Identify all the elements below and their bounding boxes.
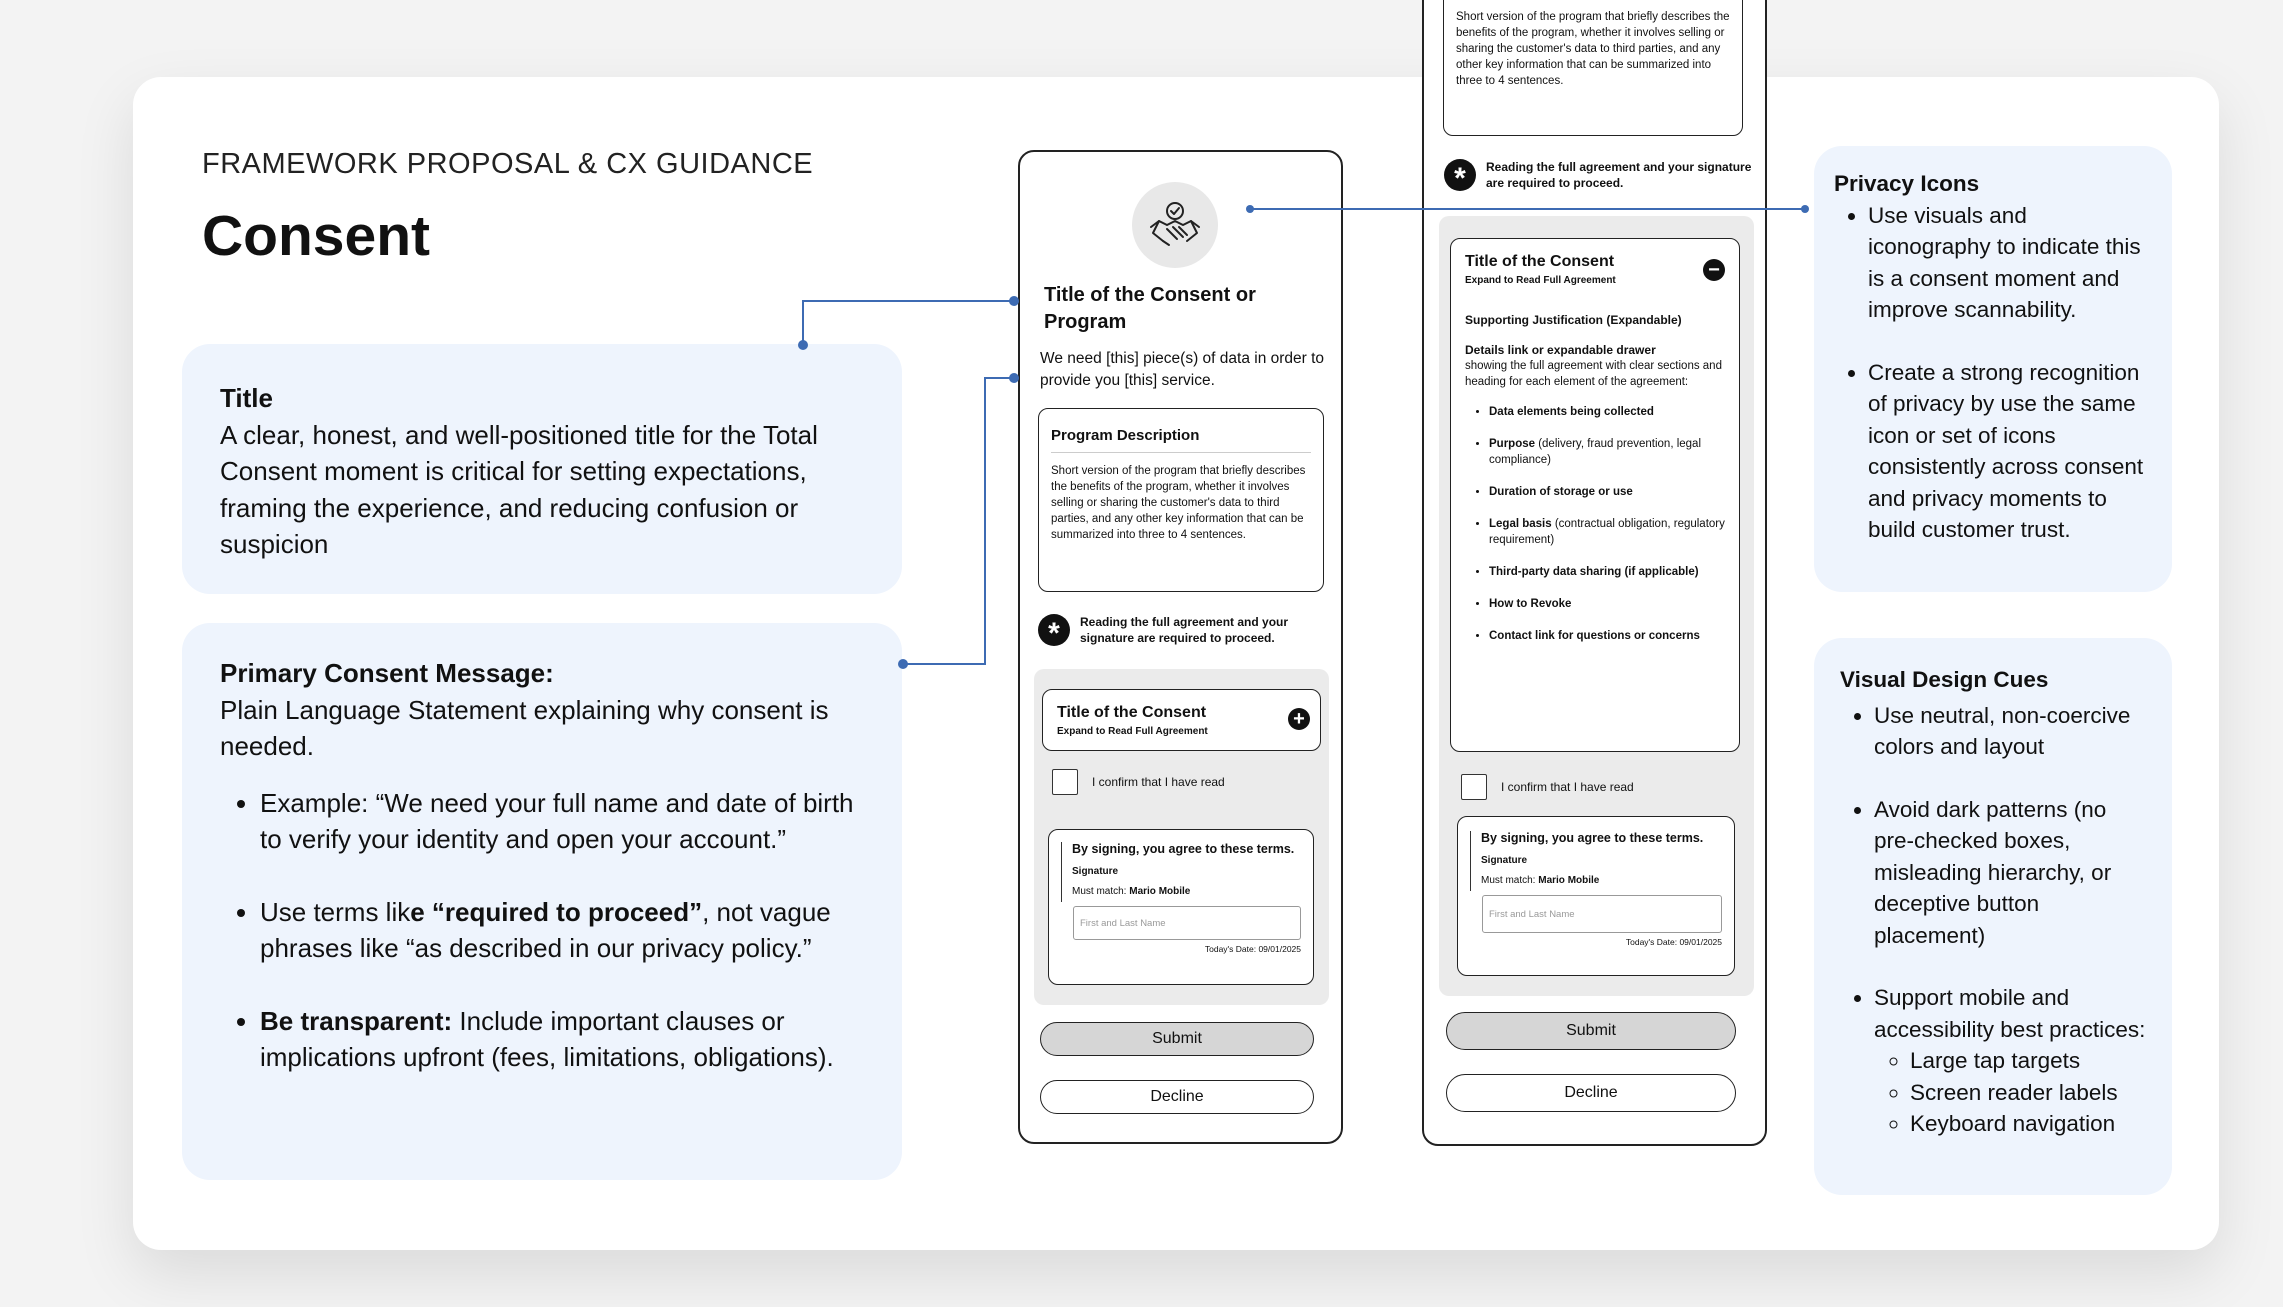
visual-note-item: • Support mobile and accessibility best practices: ◦ Large tap targets ◦ Screen reader labels ◦ Keyboard navigation: [1874, 982, 2146, 1140]
decline-button[interactable]: Decline: [1446, 1074, 1736, 1112]
details-body: showing the full agreement with clear sections and heading for each element of the agreement:: [1465, 360, 1722, 388]
primary-note-transparent: • Be transparent: Include important clauses or implications upfront (fees, limitations, obligations).: [260, 1003, 864, 1076]
details-heading: Details link or expandable drawer: [1465, 343, 1656, 357]
program-description-title: Program Description: [1051, 427, 1200, 444]
privacy-note-item: • Create a strong recognition of privacy by use the same icon or set of icons consistently across consent and privacy moments to build customer trust.: [1868, 357, 2152, 546]
message-connector: [903, 378, 1014, 664]
decline-button[interactable]: Decline: [1040, 1080, 1314, 1114]
consent-message: We need [this] piece(s) of data in order to provide you [this] service.: [1040, 350, 1325, 389]
title-note-heading: Title: [220, 383, 273, 413]
agreement-item: • Duration of storage or use: [1489, 484, 1725, 500]
agreement-item: • Data elements being collected: [1489, 404, 1725, 420]
justification-heading: Supporting Justification (Expandable): [1465, 313, 1682, 327]
todays-date: Today's Date: 09/01/2025: [1204, 944, 1301, 954]
agreement-item: • How to Revoke: [1489, 596, 1725, 612]
visual-note-heading: Visual Design Cues: [1840, 667, 2049, 692]
signature-terms: By signing, you agree to these terms.: [1481, 831, 1704, 845]
connector-dot: [798, 340, 808, 350]
eyebrow-label: FRAMEWORK PROPOSAL & CX GUIDANCE: [202, 148, 814, 180]
visual-note-item: • Avoid dark patterns (no pre-checked boxes, misleading hierarchy, or deceptive button placement): [1874, 794, 2146, 952]
visual-note-subitem: ◦ Large tap targets: [1910, 1045, 2146, 1077]
consent-accordion-subtitle: Expand to Read Full Agreement: [1057, 726, 1208, 737]
privacy-note-heading: Privacy Icons: [1834, 171, 1980, 196]
signature-input[interactable]: First and Last Name: [1482, 895, 1722, 933]
primary-note-example: • Example: “We need your full name and date of birth to verify your identity and open your account.”: [260, 785, 864, 858]
signature-label: Signature: [1072, 866, 1119, 877]
title-connector: [803, 301, 1014, 345]
privacy-note-item: • Use visuals and iconography to indicate this is a consent moment and improve scannability.: [1868, 200, 2152, 326]
must-match: Must match: Mario Mobile: [1072, 886, 1191, 897]
primary-note-terms: • Use terms like “required to proceed”, not vague phrases like “as described in our privacy policy.”: [260, 894, 864, 967]
confirm-label: I confirm that I have read: [1501, 780, 1634, 794]
agreement-item: • Purpose (delivery, fraud prevention, legal compliance): [1489, 436, 1725, 468]
consent-accordion-title: Title of the Consent: [1465, 253, 1615, 270]
asterisk-icon: *: [1444, 159, 1476, 191]
page-title: Consent: [202, 204, 430, 268]
connector-dot: [1246, 205, 1254, 213]
connector-dot: [898, 659, 908, 669]
connector-dot: [1801, 205, 1809, 213]
consent-accordion-title: Title of the Consent: [1057, 704, 1207, 721]
consent-accordion-subtitle: Expand to Read Full Agreement: [1465, 275, 1616, 286]
required-notice-text: Reading the full agreement and your signature are required to proceed.: [1080, 615, 1289, 645]
asterisk-icon: *: [1038, 614, 1070, 646]
expand-plus-icon[interactable]: +: [1288, 708, 1310, 730]
program-description-body: Short version of the program that briefly describes the benefits of the program, whether it involves selling or sharing the customer's data to third parties, and any other key information that can be summarized into three to 4 sentences.: [1456, 11, 1730, 87]
primary-note-body: Plain Language Statement explaining why consent is needed.: [220, 694, 829, 761]
signature-label: Signature: [1481, 855, 1528, 866]
signature-input[interactable]: First and Last Name: [1073, 906, 1301, 940]
visual-note-item: • Use neutral, non-coercive colors and layout: [1874, 700, 2146, 763]
agreement-item: • Legal basis (contractual obligation, regulatory requirement): [1489, 516, 1725, 548]
title-note-body: A clear, honest, and well-positioned title for the Total Consent moment is critical for setting expectations, framing the experience, and reducing confusion or suspicion: [220, 419, 818, 559]
visual-note-subitem: ◦ Screen reader labels: [1910, 1077, 2146, 1109]
agreement-item: • Contact link for questions or concerns: [1489, 628, 1725, 644]
agreement-item: • Third-party data sharing (if applicable): [1489, 564, 1725, 580]
visual-note-subitem: ◦ Keyboard navigation: [1910, 1108, 2146, 1140]
todays-date: Today's Date: 09/01/2025: [1625, 937, 1722, 947]
collapse-minus-icon[interactable]: −: [1703, 259, 1725, 281]
submit-button[interactable]: Submit: [1040, 1022, 1314, 1056]
must-match: Must match: Mario Mobile: [1481, 875, 1600, 886]
signature-terms: By signing, you agree to these terms.: [1072, 842, 1295, 856]
required-notice-text: Reading the full agreement and your signature are required to proceed.: [1486, 160, 1752, 190]
confirm-label: I confirm that I have read: [1092, 775, 1225, 789]
connector-dot: [1009, 373, 1019, 383]
consent-title: Title of the Consent or Program: [1044, 284, 1256, 333]
program-description-body: Short version of the program that briefly describes the benefits of the program, whether it involves selling or sharing the customer's data to third parties, and any other key information that can be summarized into three to 4 sentences.: [1051, 465, 1306, 541]
connector-dot: [1009, 296, 1019, 306]
primary-note-heading: Primary Consent Message:: [220, 658, 554, 688]
submit-button[interactable]: Submit: [1446, 1012, 1736, 1050]
